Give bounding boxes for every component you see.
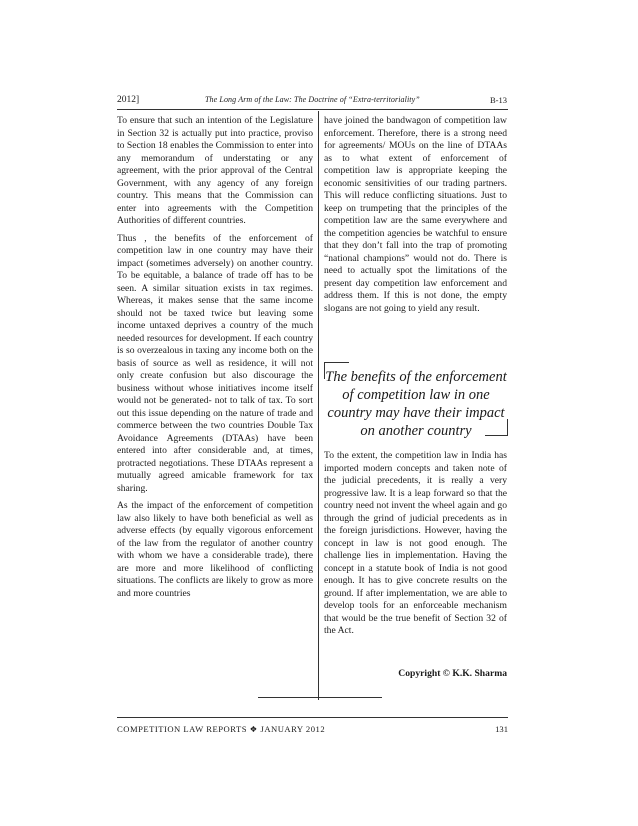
paragraph: As the impact of the enforcement of competition law also likely to have both beneficial as well as adverse effects (by equally vigorous enforcement of the law from the regulator of another country with whom we have a considerable trade), there are more and more likelihood of conflicting situations. The conflicts are likely to grow as more and more countries bbox=[117, 500, 313, 599]
pull-quote-line: of competition law in one bbox=[342, 387, 490, 403]
footer-page-number: 131 bbox=[495, 724, 508, 734]
paragraph: To ensure that such an intention of the Legislature in Section 32 is actually put into practice, proviso to Section 18 enables the Commission to enter into any memorandum of understating or any agreement, with the prior approval of the Central Government, with any agency of any foreign country. This means that the Commission can enter into agreements with the Competition Authorities of different countries. bbox=[117, 115, 313, 226]
running-header bbox=[117, 93, 507, 107]
pull-quote-text bbox=[324, 368, 508, 440]
header-page-ref: B-13 bbox=[490, 95, 507, 105]
pull-quote-line: The benefits of the enforcement bbox=[325, 369, 507, 385]
pull-quote bbox=[324, 362, 508, 440]
paragraph: Thus , the benefits of the enforcement of competition law in one country may have their impact (sometimes adversely) on another country. To be equitable, a balance of trade off has to be seen. A similar situation exists in tax regimes. Whereas, it makes sense that the same income should not be taxed twice but leaving some income untaxed deprives a country of the much needed resources for development. If each country is so overzealous in taxing any income both on the basis of source as well as residence, it will not only create confusion but also discourage the business without whose initiatives income itself would not be generated- not to talk of tax. To sort out this issue depending on the nature of trade and commerce between the two countries Double Tax Avoidance Agreements (DTAAs) have been entered into after considerable and, at times, protracted negotiations. These DTAAs represent a mutually agreed amicable framework for tax sharing. bbox=[117, 232, 313, 494]
right-column-bottom bbox=[324, 450, 507, 643]
footer-rule bbox=[117, 717, 508, 718]
left-column bbox=[117, 115, 313, 605]
running-footer bbox=[117, 722, 508, 736]
right-column-top bbox=[324, 115, 507, 320]
bracket-bottom-right bbox=[485, 419, 508, 436]
paragraph: have joined the bandwagon of competition law enforcement. Therefore, there is a strong need for agreements/ MOUs on the line of DTAAs as to what extent of enforcement of competition law is appropriate keeping the economic sensitivities of our trading partners. This will reduce conflicting situations. Just to keep on trumpeting that the principles of the competition law are the same everywhere and the competition agencies be watchful to ensure that they don’t fall into the trap of promoting “national champions” would not do. There is need to actually spot the limitations of the present day competition law enforcement and address them. If this is not done, the empty slogans are not going to yield any result. bbox=[324, 115, 507, 314]
paragraph: To the extent, the competition law in India has imported modern concepts and taken note of the judicial precedents, it is really a very progressive law. It is a leap forward so that the country need not invent the wheel again and go through the grind of judicial precedents as in the foreign jurisdictions. However, having the concept in law is not good enough. The challenge lies in implementation. Having the concept in a statute book of India is not good enough. It has to give concrete results on the ground. If after implementation, we are able to develop tools for an enforceable mechanism that would be the true benefit of Section 32 of the Act. bbox=[324, 450, 507, 636]
header-rule bbox=[117, 109, 508, 110]
header-year: 2012] bbox=[117, 95, 140, 105]
column-divider bbox=[318, 111, 319, 700]
end-rule bbox=[258, 697, 382, 698]
pull-quote-line: on another country bbox=[360, 423, 472, 439]
footer-journal: COMPETITION LAW REPORTS ❖ JANUARY 2012 bbox=[117, 724, 326, 734]
pull-quote-line: country may have their impact bbox=[327, 405, 505, 421]
header-running-title: The Long Arm of the Law: The Doctrine of “Extra-territoriality” bbox=[205, 95, 420, 104]
copyright-line: Copyright © K.K. Sharma bbox=[398, 668, 507, 679]
